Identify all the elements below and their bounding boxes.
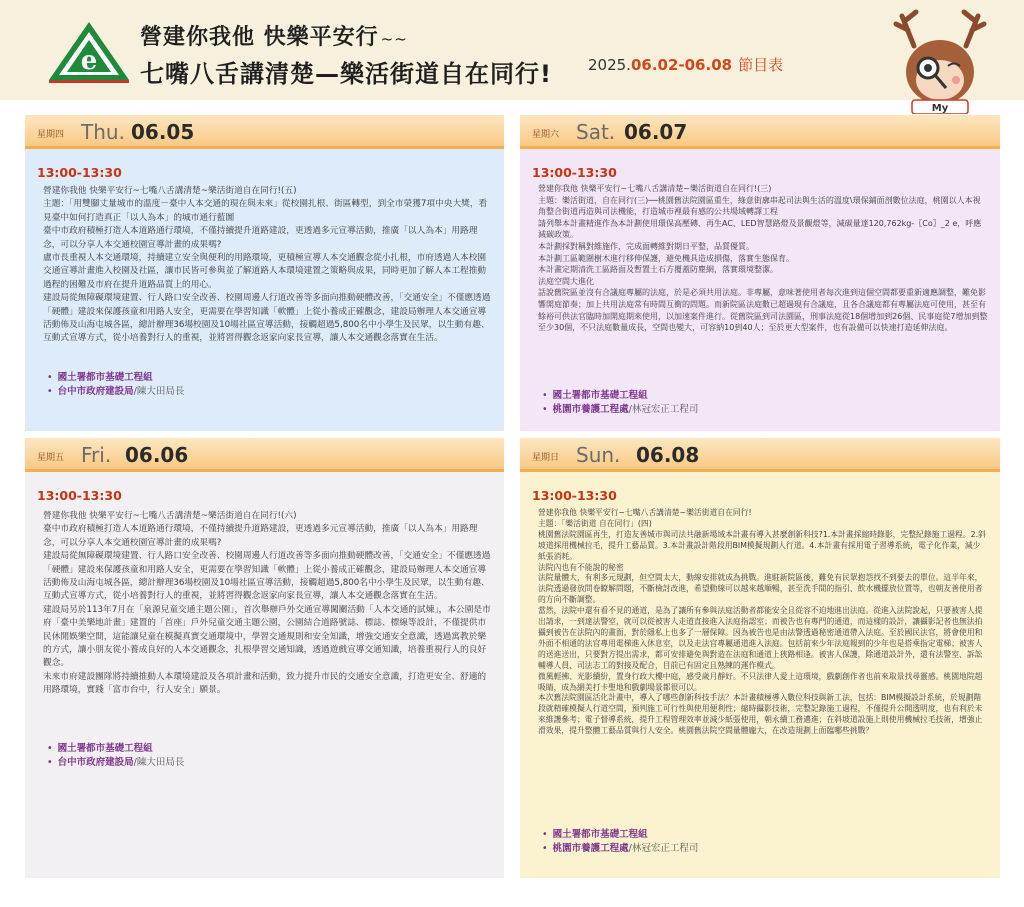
page-header [0,0,1024,114]
day-date: 06.08 [636,443,700,467]
day-tab [520,115,1000,149]
weekday-zh: 星期日 [532,453,560,463]
weekday-en: Sat. [576,120,616,144]
weekday-en: Sun. [576,443,621,467]
episode-description: 營建你我他 快樂平安行~七嘴八舌講清楚~樂活街道自在同行!(五) 主題：「用雙腳丈量城市的溫度－臺中人本交通的現在與未來」從校園扎根、街區轉型，到全市榮獲7項中央大獎，看見臺中如何打造真正「以人為本」的城市通行藍圖 臺中市政府積極打造人本道路通行環境，不僅持續提升道路建設，更透過多元宣導活動，推廣「以人為本」用路理念，可以分享人本交通校園宣導計畫的成果嗎? 盧市長重視人本交通環境，持續建立安全與便利的用路環境，更積極宣導人本交通觀念從小扎根，市府透過人本校園交通宣導計畫進入校園及社區，讓市民皆可參與並了解道路人本環境建置之策略與成果，同時更加了解人本工程推動過程的困難及市府在提升道路品質上的用心。 建設局從無障礙環境建置、行人路口安全改善、校園周邊人行道改善等多面向推動硬體改善，「交通安全」不僅應透過「硬體」建設來保護孩童和用路人安全，更需要在學習知識「軟體」上從小養成正確觀念，建設局辦理人本交通宣導活動佈及山海屯城各區，總計辦理36場校園及10場社區宣導活動，接觸超過5,800名中小學生及民眾，以生動有趣、互動式宣導方式，從小培養對行人的重視，並將習得觀念返家向家長宣導，讓人本交通觀念落實在生活。 [43,186,491,344]
weekday-en: Fri. [81,443,112,467]
guest-list [542,389,698,417]
day-tab [25,438,504,472]
weekday-zh: 星期四 [37,130,65,140]
guest-item: • 台中市政府建設局/陳大田局長 [47,757,185,768]
date-range: 2025.06.02-06.08 節目表 [588,56,784,74]
day-tab [25,115,504,149]
time-slot: 13:00-13:30 [532,488,617,503]
guest-item: • 國土署都市基礎工程組 [542,829,648,840]
program-title: 營建你我他 快樂平安行 ~~ [140,25,408,50]
guest-item: • 桃園市養護工程處/林冠宏正工程司 [542,404,699,415]
guest-item: • 國土署都市基礎工程組 [542,390,648,401]
weekday-en: Thu. [81,120,125,144]
guest-item: • 台中市政府建設局/陳大田局長 [47,386,185,397]
guest-list [47,742,184,770]
svg-text:e: e [80,46,98,76]
day-tab [520,438,1000,472]
episode-description: 營建你我他 快樂平安行~七嘴八舌講清楚~樂活街道自在同行!(三) 主題：樂活街道，自在同行(三)──桃園舊法院園區重生，綠意街廓串起司法與生活的溫度\環保鋪面剖數位法庭，桃園以人本視角整合街道再造與司法機能，打造城市裡最有感的公共場域轉譯工程 請列舉本計畫精進作為本計劃使用環保高壓磚、再生AC、LED智慧路燈及景觀燈等，減碳量達120,762kg-〖Co〗_2 e，呼應減碳政策。 本計劃採對稱對維施作，完成面轉維對期日平整，品質優質。 本計劃工區範圍樹木進行移伸保護，避免機具造成損傷，落實生態保育。 本計畫定期清洗工區路面及暫置土石方覆蓋防塵網，落實環境整潔。 法庭空間大進化 話說舊院區並沒有合議庭專屬的法庭，於是必須共用法庭。非專屬，意味著使用者每次進到這個空間都要重新適應調整，難免影響開庭節奏；加上共用法庭常有時間互衝的問題。而新院區法庭數已超過現有合議庭，且各合議庭都有專屬法庭可使用，甚至有餘裕可供法官臨時加開庭期來使用，以加速案件進行。從舊院區到司法園區，刑事法庭從18個增加到26個、民事庭從7增加到整至少30個，不只法庭數量成長，空間也變大，可容納10到40人；至於更大型案件，也有設備可以快速打造延伸法庭。 [538,184,988,333]
weekday-zh: 星期五 [37,453,65,463]
svg-text:My: My [931,103,949,114]
guest-list [47,371,184,399]
day-card-sun [520,438,1000,878]
day-date: 06.06 [125,443,189,467]
day-date: 06.05 [131,120,195,144]
time-slot: 13:00-13:30 [37,488,122,503]
episode-description: 營建你我他 快樂平安行~七嘴八舌講清楚~樂活街道自在同行!(六) 臺中市政府積極打造人本道路通行環境，不僅持續提升道路建設，更透過多元宣導活動，推廣「以人為本」用路理念，可以分享人本交通校園宣導計畫的成果嗎? 建設局從無障礙環境建置、行人路口安全改善、校園周邊人行道改善等多面向推動硬體改善，「交通安全」不僅應透過「硬體」建設來保護孩童和用路人安全，更需要在學習知識「軟體」上從小養成正確觀念，建設局辦理人本交通宣導活動佈及山海屯城各區，總計辦理36場校園及10場社區宣導活動，接觸超過5,800名中小學生及民眾，以生動有趣、互動式宣導方式，從小培養對行人的重視，並將習得觀念返家向家長宣導，讓人本交通觀念落實在生活。 建設局另於113年7月在「泉源兒童交通主題公園」，首次舉辦戶外交通宣導闖關活動「人本交通的試煉」，本公園是市府「臺中美樂地計畫」建置的「首座」戶外兒童交通主題公園，公園結合道路號誌、標誌、標線等設計，不僅提供市民休閒娛樂空間，這能讓兒童在模擬真實交通環境中，學習交通規則和安全知識，增強交通安全意識，透過寓教於樂的方式，讓小朋友從小養成良好的人本交通觀念，扎根學習交通知識，透過遊戲宣導交通知識，培養重視行人的良好觀念。 未來市府建設團隊將持續推動人本環境建設及各項計畫和活動，致力提升市民的交通安全意識，打造更安全、舒適的用路環境，實踐「富市台中，行人安全」願景。 [43,511,491,696]
agency-logo-icon [47,20,131,84]
guest-item: • 國土署都市基礎工程組 [47,743,153,754]
time-slot: 13:00-13:30 [532,165,617,180]
deer-mascot-icon [888,6,992,114]
program-subtitle: 七嘴八舌講清楚—樂活街道自在同行! [140,60,552,88]
day-card-thu [25,115,504,431]
day-date: 06.07 [624,120,688,144]
guest-item: • 國土署都市基礎工程組 [47,372,153,383]
episode-description: 營建你我他 快樂平安行~七嘴八舌講清楚~樂活街道自在同行! 主題：「樂活街道 自在同行」(四) 桃園舊法院園區再生，打造友善城市與司法共融新場域本計畫有導入甚麼創新科技?1.本計畫採縮時錄影，完整紀錄施工過程。2.斜坡道採用機械拉毛，提升工藝品質。3.本計畫設計階段用BIM模擬規劃人行道。4.本計畫有採用電子習導系統，電子化作業，減少紙張消耗。 法院內也有不能說的秘密 法院量體大，有利多元規劃，但空間太大，動線安排就成為挑戰。進駐新院區後，難免有民眾抱怨找不到要去的單位。這半年來，法院透過發放問卷瞭解問題，不斷檢討改進，希望動線可以越來越順暢，甚至洗手間的指引、飲水機擺放位置等，也朝友善使用者的方向不斷調整。 當然，法院中還有看不見的通道，是為了讓所有參與法庭活動者都能安全且從容不迫地進出法庭。從進入法院說起，只要被害人提出請求，一到達法警室，就可以從被害人走道直接進入法庭指認室；而被告也有專門的通道，而這樣的設計，讓攝影記者也無法拍攝到被告在法院內的畫面，對於隱私上也多了一層保障。因為被告也是由法警透過秘密通道帶入法庭。至於國民法官，將會使用和外面不相通的法官專用電梯進入休息室，以及走法官專屬通道進入法庭。包括前來少年法庭報到的少年也是搭乘指定電梯；被害人的送進送出，只要對方提出需求，都可安排避免與對造在法庭和通道上狹路相逢。被害人保護，除通道設計外，還有法警室、訴訟輔導人員、司法志工的對接及配合，目前已有固定且熟練的運作模式。 微風輕拂、光影續紛，置身行政大樓中庭，感受歲月靜好。不只法律人愛上這環境，戲劇創作者也前來取景找尋靈感。桃園地院超吸睛，成為網美打卡聖地和戲劇場景都很可以。 本次舊法院園區活化計畫中，導入了哪些創新科技手法？本計畫積極導入數位科技與新工法，包括：BIM模擬設計系統，於規劃階段就精確模擬人行道空間，預判施工可行性與使用便利性；縮時攝影技術，完整記錄施工過程，不僅提升公開透明度，也有利於未來維護參考；電子督導系統，提升工程管理效率並減少紙張使用，朝永續工務邁進；在斜坡道設施上則使用機械拉毛技術，增強止滑效果，提升整體工藝品質與行人安全。桃園舊法院空間量體龐大，在改造規劃上面臨哪些挑戰？ [538,508,986,736]
guest-item: • 桃園市養護工程處/林冠宏正工程司 [542,843,699,854]
guest-list [542,828,698,856]
time-slot: 13:00-13:30 [37,165,122,180]
day-card-fri [25,438,504,878]
day-card-sat [520,115,1000,431]
weekday-zh: 星期六 [532,130,560,140]
